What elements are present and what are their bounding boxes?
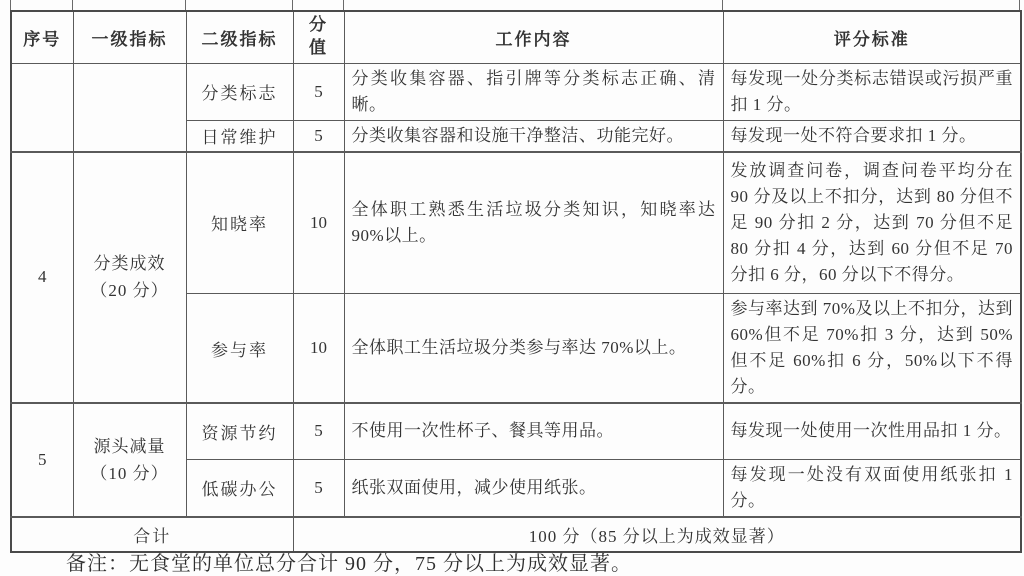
cell-work: 分类收集容器和设施干净整洁、功能完好。 [344, 120, 723, 152]
cell-work: 全体职工熟悉生活垃圾分类知识，知晓率达 90%以上。 [344, 152, 723, 294]
cell-level2: 参与率 [186, 294, 293, 404]
header-cell-level2: 二级指标 [186, 11, 293, 63]
cell-level1 [73, 63, 186, 152]
header-cell-score: 分值 [293, 11, 344, 63]
cell-criteria: 每发现一处没有双面使用纸张扣 1 分。 [723, 459, 1021, 517]
cell-serial: 4 [11, 152, 73, 404]
table-row [11, 403, 1021, 459]
cell-work: 不使用一次性杯子、餐具等用品。 [344, 403, 723, 459]
header-cell-criteria: 评分标准 [723, 11, 1021, 63]
cell-serial [11, 63, 73, 152]
total-value-cell: 100 分（85 分以上为成效显著） [293, 517, 1021, 552]
cell-level2: 知晓率 [186, 152, 293, 294]
cell-serial: 5 [11, 403, 73, 517]
cell-score: 5 [293, 120, 344, 152]
total-label-cell: 合计 [11, 517, 293, 552]
cell-score: 10 [293, 294, 344, 404]
table-row [11, 63, 1021, 120]
cell-score: 5 [293, 459, 344, 517]
table-row [11, 152, 1021, 294]
cell-score: 5 [293, 403, 344, 459]
cell-score: 10 [293, 152, 344, 294]
cell-criteria: 每发现一处使用一次性用品扣 1 分。 [723, 403, 1021, 459]
cell-level1: 源头减量 （10 分） [73, 403, 186, 517]
cell-work: 分类收集容器、指引牌等分类标志正确、清晰。 [344, 63, 723, 120]
cell-level1: 分类成效 （20 分） [73, 152, 186, 404]
cell-criteria: 参与率达到 70%及以上不扣分，达到 60%但不足 70%扣 3 分，达到 50%但不足 60%扣 6 分，50%以下不得分。 [723, 294, 1021, 404]
cell-level2: 日常维护 [186, 120, 293, 152]
table-header-row [11, 11, 1021, 63]
cell-criteria: 每发现一处分类标志错误或污损严重扣 1 分。 [723, 63, 1021, 120]
header-cell-level1: 一级指标 [73, 11, 186, 63]
cell-level2: 分类标志 [186, 63, 293, 120]
cell-score: 5 [293, 63, 344, 120]
cell-level2: 低碳办公 [186, 459, 293, 517]
evaluation-table [10, 10, 1022, 553]
cell-criteria: 每发现一处不符合要求扣 1 分。 [723, 120, 1021, 152]
cell-level2: 资源节约 [186, 403, 293, 459]
cell-work: 纸张双面使用，减少使用纸张。 [344, 459, 723, 517]
footnote-text: 备注：无食堂的单位总分合计 90 分，75 分以上为成效显著。 [66, 553, 632, 575]
cell-criteria: 发放调查问卷，调查问卷平均分在 90 分及以上不扣分，达到 80 分但不足 90 分扣 2 分，达到 70 分但不足 80 分扣 4 分，达到 60 分但不足 70 分扣 6 分，60 分以下不得分。 [723, 152, 1021, 294]
header-cell-serial: 序号 [11, 11, 73, 63]
header-cell-work: 工作内容 [344, 11, 723, 63]
cell-work: 全体职工生活垃圾分类参与率达 70%以上。 [344, 294, 723, 404]
